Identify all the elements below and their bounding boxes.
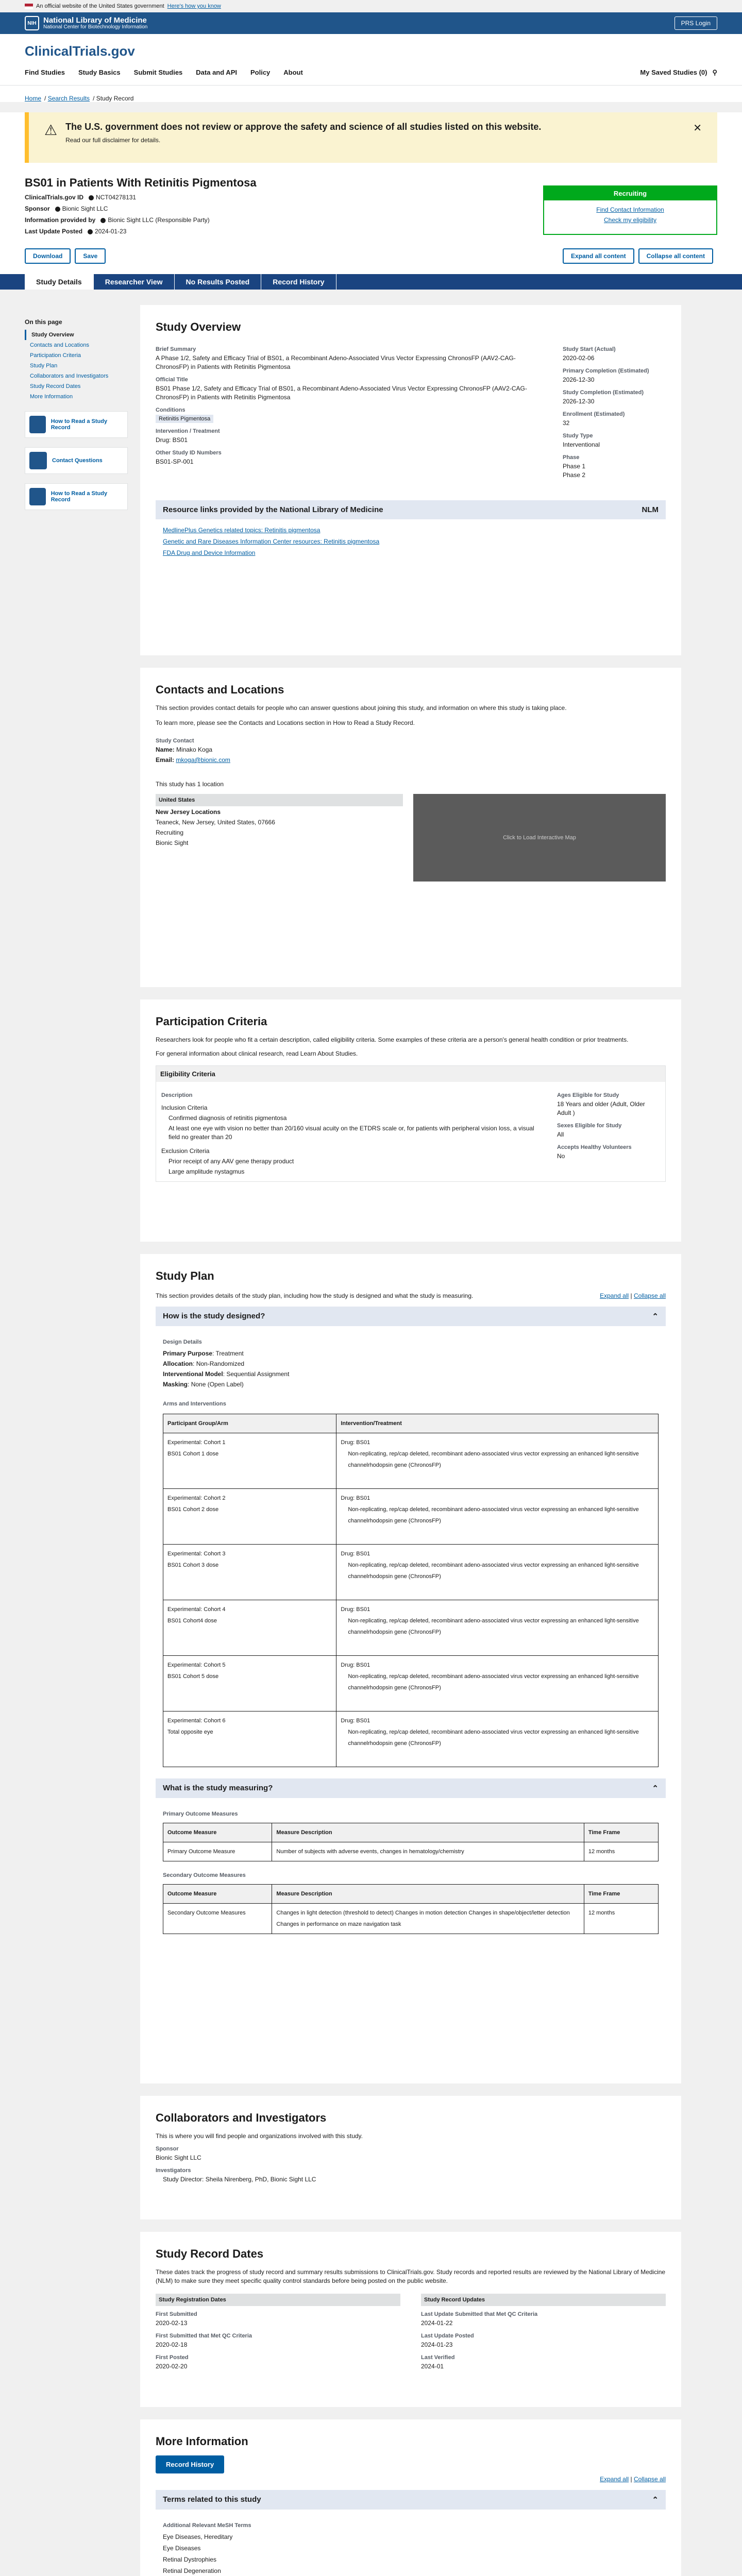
arm-name: Experimental: Cohort 2 [167,1495,226,1501]
exclusion-item: Prior receipt of any AAV gene therapy product [168,1158,294,1165]
breadcrumb: Home / Search Results / Study Record [0,86,742,102]
ages-value: 18 Years and older (Adult, Older Adult ) [557,1100,645,1116]
sexes-label: Sexes Eligible for Study [557,1123,622,1129]
on-this-page-nav [25,305,128,2576]
site-header [0,34,742,86]
expand-all-button[interactable]: Expand all content [563,248,634,264]
save-button[interactable]: Save [75,248,106,264]
alert-title: The U.S. government does not review or approve the safety and science of all studies listed on this website. [65,122,542,132]
last-update-label: Last Update Posted [25,228,83,235]
arm-name: Experimental: Cohort 1 [167,1439,226,1446]
find-contact-link[interactable]: Find Contact Information [596,206,664,213]
table-row [163,1904,659,1934]
study-plan-section: Study Plan This section provides details of the study plan, including how the study is designed and what the study is measuring. Expand all | Collapse all How is the study designed? ⌃ Design Details Primary Purpose: Treatment Allocation: Non-Randomized Interventional Model: Sequential Assignment Masking: None (Open Label) Arms and Interventions Participant Group/Arm Intervention/Treatment Experimental: Cohort 1 BS01 Cohort 1 dose Drug: BS01 Non-replicating, rep/cap deleted, recombinant adeno-associated virus vector expressing an enhanced light-sensitive channelrhodopsin gene (ChronosFP) Experimental: Cohort 2 BS01 Cohort 2 dose Drug: BS01 Non-replicating, rep/cap deleted, recombinant adeno-associated virus vector expressing an enhanced light-sensitive channelrhodopsin gene (ChronosFP) Experimental: Cohort 3 BS01 Cohort 3 dose Drug: BS01 Non-replicating, rep/cap deleted, recombinant adeno-associated virus vector expressing an enhanced light-sensitive channelrhodopsin gene (ChronosFP) Experimental: Cohort 4 BS01 Cohort4 dose Drug: BS01 Non-replicating, rep/cap deleted, recombinant adeno-associated virus vector expressing an enhanced light-sensitive channelrhodopsin gene (ChronosFP) Experimental: Cohort 5 BS01 Cohort 5 dose Drug: BS01 Non-replicating, rep/cap deleted, recombinant adeno-associated virus vector expressing an enhanced light-sensitive channelrhodopsin gene (ChronosFP) Experimental: Cohort 6 Total opposite eye Drug: BS01 Non-replicating, rep/cap deleted, recombinant adeno-associated virus vector expressing an enhanced light-sensitive channelrhodopsin gene (ChronosFP) What is the study measuring? ⌃ Primary Outcome Measures Outcome Measure Measure Description Time Frame Primary Outcome Measure Number of subjects with adverse events, changes in hematology/chemistry 12 months Secondary Outcome Measures Outcome Measure Measure Description Time Frame Secondary Outcome Measures Changes in light detection (threshold to detect) Changes in motion detection Changes in shape/object/letter detection Changes in performance on maze navigation task 12 months [140,1254,681,2083]
resource-link[interactable]: FDA Drug and Device Information [163,549,256,556]
help-card-label: Contact Questions [52,457,103,464]
collapse-all-link[interactable]: Collapse all [633,1292,666,1299]
arms-table [163,1414,659,1767]
check-eligibility-link[interactable]: Check my eligibility [603,216,657,224]
table-row [163,1433,659,1489]
completion-value: 2026-12-30 [563,398,595,405]
document-icon [29,416,46,433]
toc-item[interactable]: Study Record Dates [30,383,81,389]
sexes-value: All [557,1131,564,1138]
mesh-term: Eye Diseases, Hereditary [163,2533,233,2540]
enrollment-value: 32 [563,419,570,427]
toc-item[interactable]: More Information [30,394,73,400]
study-title: BS01 in Patients With Retinitis Pigmentosa [25,176,257,189]
gov-banner [0,0,742,12]
date-label: First Submitted [156,2311,197,2317]
mesh-label: Additional Relevant MeSH Terms [163,2522,251,2529]
inclusion-item: Confirmed diagnosis of retinitis pigmentosa [168,1114,287,1122]
collab-intro: This is where you will find people and organizations involved with this study. [156,2132,363,2140]
nav-about[interactable]: About [283,69,303,76]
tab-study-details[interactable]: Study Details [25,274,94,290]
accordion-title: Terms related to this study [163,2495,261,2504]
arm-drug-desc: Non-replicating, rep/cap deleted, recombinant adeno-associated virus vector expressing an enhanced light-sensitive channelrhodopsin gene (ChronosFP) [348,1673,639,1691]
sponsor-value: Bionic Sight LLC [62,205,108,212]
contact-email[interactable]: mkoga@bionic.com [176,756,230,764]
toc-item[interactable]: Study Plan [30,363,58,369]
phase-value: Phase 1 Phase 2 [563,463,586,479]
contacts-section [140,668,681,987]
section-title: Study Plan [156,1269,214,1282]
brief-label: Brief Summary [156,346,196,352]
col-header: Outcome Measure [163,1885,272,1904]
tab-no-results[interactable]: No Results Posted [175,274,262,290]
official-label: Official Title [156,377,188,383]
nct-id: NCT04278131 [96,194,137,201]
primary-completion-value: 2026-12-30 [563,376,595,383]
design-value: Non-Randomized [196,1360,245,1367]
help-card[interactable] [25,483,128,510]
date-value: 2020-02-20 [156,2363,188,2370]
arm-name: Experimental: Cohort 6 [167,1718,226,1724]
expand-all-link[interactable]: Expand all [600,1292,629,1299]
contact-icon [29,452,47,469]
criteria-p1: Researchers look for people who fit a certain description, called eligibility criteria. Some examples of these criteria are a person's general health condition or prior treatments. [156,1036,629,1043]
design-value: Treatment [215,1350,244,1357]
date-value: 2024-01 [421,2363,444,2370]
record-dates-section [140,2232,681,2407]
toc-item[interactable]: Participation Criteria [30,352,81,359]
status-badge: Recruiting [544,187,716,200]
design-value: None (Open Label) [191,1381,244,1388]
arm-drug-desc: Non-replicating, rep/cap deleted, recombinant adeno-associated virus vector expressing an enhanced light-sensitive channelrhodopsin gene (ChronosFP) [348,1729,639,1747]
site-institution: Bionic Sight [156,839,189,846]
breadcrumb-search[interactable]: Search Results [47,95,90,102]
resource-link[interactable]: Genetic and Rare Diseases Information Center resources: Retinitis pigmentosa [163,538,380,545]
site-status: Recruiting [156,829,184,836]
primary-outcome-label: Primary Outcome Measures [163,1811,238,1817]
tab-researcher-view[interactable]: Researcher View [94,274,175,290]
table-row [163,1842,659,1861]
arm-desc: BS01 Cohort 2 dose [167,1506,219,1513]
brief-summary: A Phase 1/2, Safety and Efficacy Trial of BS01, a Recombinant Adeno-Associated Virus Vector Expressing ChronosFP (AAV2-CAG-ChronosFP) in Patients with Retinitis Pigmentosa [156,354,516,370]
section-title: More Information [156,2435,248,2448]
description-label: Description [161,1092,193,1098]
intervention-value: Drug: BS01 [156,436,188,444]
section-title: Participation Criteria [156,1015,267,1028]
name-label: Name: [156,746,175,753]
date-label: Last Update Posted [421,2333,474,2339]
toc-title: On this page [25,318,62,326]
tab-record-history[interactable]: Record History [261,274,336,290]
official-title: BS01 Phase 1/2, Safety and Efficacy Trial of BS01, a Recombinant Adeno-Associated Virus Vector Expressing ChronosFP (AAV2-CAG-ChronosFP) in Patients with Retinitis Pigmentosa [156,385,527,401]
secondary-outcome-label: Secondary Outcome Measures [163,1872,246,1878]
arm-name: Experimental: Cohort 3 [167,1551,226,1557]
cell: 12 months [584,1842,658,1861]
accordion-header[interactable] [156,1307,666,1326]
info-icon[interactable] [88,229,93,234]
date-label: Last Update Submitted that Met QC Criteria [421,2311,538,2317]
arm-name: Experimental: Cohort 4 [167,1606,226,1613]
section-title: Study Record Dates [156,2247,264,2260]
design-key: Masking [163,1381,188,1388]
enrollment-label: Enrollment (Estimated) [563,411,625,417]
nlm-name: National Library of Medicine [43,16,147,25]
table-row [163,1711,659,1767]
participation-criteria-section [140,999,681,1242]
breadcrumb-home[interactable]: Home [25,95,42,102]
accordion-header[interactable] [156,500,666,519]
chevron-up-icon: ⌃ [652,1784,659,1793]
how-you-know-link[interactable]: Here's how you know [167,3,221,9]
alert-body: Read our full disclaimer for details. [65,137,161,144]
info-provided-label: Information provided by [25,216,96,224]
study-type-label: Study Type [563,433,593,439]
design-value: Sequential Assignment [226,1370,290,1378]
prs-login-button[interactable]: PRS Login [674,16,717,30]
document-icon [29,488,46,505]
study-contact-label: Study Contact [156,738,194,744]
design-key: Interventional Model [163,1370,223,1378]
study-tabs [0,274,742,290]
arm-drug: Drug: BS01 [341,1495,370,1501]
design-details-label: Design Details [163,1339,202,1345]
registration-header: Study Registration Dates [156,2294,400,2306]
dates-intro: These dates track the progress of study record and summary results submissions to ClinicalTrials.gov. Study records and reported results are reviewed by the National Library of Medicine (NLM) to make sure they meet specific quality control standards before being posted on the public website. [156,2268,666,2284]
nav-data-api[interactable]: Data and API [196,69,237,76]
updates-header: Study Record Updates [421,2294,666,2306]
start-value: 2020-02-06 [563,354,595,362]
toc-item[interactable]: Contacts and Locations [30,342,89,348]
inclusion-item: At least one eye with vision no better than 20/160 visual acuity on the ETDRS scale or, for patients with peripheral vision loss, a visual field no greater than 20 [168,1125,534,1141]
state-header: New Jersey Locations [156,808,221,816]
breadcrumb-current: Study Record [96,95,134,102]
arm-desc: BS01 Cohort4 dose [167,1618,217,1624]
study-type-value: Interventional [563,441,600,448]
cell: Secondary Outcome Measures [163,1904,272,1934]
col-header: Measure Description [272,1823,584,1842]
chevron-up-icon: ⌃ [652,1312,659,1321]
cell: Number of subjects with adverse events, changes in hematology/chemistry [272,1842,584,1861]
design-key: Allocation [163,1360,193,1367]
arm-desc: BS01 Cohort 1 dose [167,1451,219,1457]
info-icon[interactable] [55,207,60,212]
nav-study-basics[interactable]: Study Basics [78,69,121,76]
contact-name: Minako Koga [176,746,213,753]
date-label: First Posted [156,2354,189,2361]
site-logo[interactable]: ClinicalTrials.gov [25,43,135,59]
eligibility-title: Eligibility Criteria [156,1066,665,1082]
table-row [163,1600,659,1656]
inclusion-title: Inclusion Criteria [161,1104,208,1111]
other-id-label: Other Study ID Numbers [156,450,222,456]
nlm-header [0,12,742,34]
toc-item[interactable]: Collaborators and Investigators [30,373,109,379]
arm-drug-desc: Non-replicating, rep/cap deleted, recombinant adeno-associated virus vector expressing an enhanced light-sensitive channelrhodopsin gene (ChronosFP) [348,1451,639,1468]
exclusion-title: Exclusion Criteria [161,1147,210,1155]
mesh-term: Retinal Dystrophies [163,2556,217,2563]
accordion-header[interactable] [156,2490,666,2510]
study-overview-section [140,305,681,655]
us-flag-icon [25,4,33,9]
healthy-label: Accepts Healthy Volunteers [557,1144,632,1150]
search-icon[interactable]: ⚲ [712,69,717,76]
arm-drug-desc: Non-replicating, rep/cap deleted, recombinant adeno-associated virus vector expressing an enhanced light-sensitive channelrhodopsin gene (ChronosFP) [348,1618,639,1635]
accordion-title: What is the study measuring? [163,1784,273,1792]
date-value: 2020-02-18 [156,2341,188,2348]
contacts-intro: This section provides contact details for people who can answer questions about joining this study, and information on where this study is taking place. [156,704,567,711]
criteria-p2: For general information about clinical research, read Learn About Studies. [156,1050,358,1057]
nlm-logo[interactable] [25,16,147,30]
disclaimer-alert [25,112,717,163]
accordion-title: How is the study designed? [163,1312,265,1320]
plan-intro: This section provides details of the study plan, including how the study is designed and what the study is measuring. [156,1292,474,1299]
start-label: Study Start (Actual) [563,346,616,352]
arm-name: Experimental: Cohort 5 [167,1662,226,1668]
completion-label: Study Completion (Estimated) [563,389,644,396]
design-key: Primary Purpose [163,1350,213,1357]
chevron-up-icon: ⌃ [652,2496,659,2504]
arm-desc: BS01 Cohort 3 dose [167,1562,219,1568]
exclusion-item: Large amplitude nystagmus [168,1168,245,1175]
arm-drug: Drug: BS01 [341,1662,370,1668]
arm-drug-desc: Non-replicating, rep/cap deleted, recombinant adeno-associated virus vector expressing an enhanced light-sensitive channelrhodopsin gene (ChronosFP) [348,1506,639,1524]
date-value: 2020-02-13 [156,2319,188,2327]
date-value: 2024-01-22 [421,2319,453,2327]
primary-completion-label: Primary Completion (Estimated) [563,368,649,374]
table-row [163,1656,659,1711]
help-card-label: How to Read a Study Record [50,490,108,503]
nav-find-studies[interactable]: Find Studies [25,69,65,76]
arm-desc: BS01 Cohort 5 dose [167,1673,219,1680]
main-nav [25,69,717,77]
expand-all-link[interactable]: Expand all [600,2476,629,2483]
site-address: Teaneck, New Jersey, United States, 07666 [156,819,275,826]
eligibility-box [156,1065,666,1182]
cell: 12 months [584,1904,658,1934]
record-history-button[interactable]: Record History [156,2455,224,2473]
section-title: Collaborators and Investigators [156,2111,327,2124]
arm-drug: Drug: BS01 [341,1439,370,1446]
nav-submit-studies[interactable]: Submit Studies [133,69,183,76]
location-count: This study has 1 location [156,781,224,788]
accordion-title: Resource links provided by the National Library of Medicine [163,505,383,514]
primary-outcome-table [163,1823,659,1861]
ages-label: Ages Eligible for Study [557,1092,619,1098]
investigator: Study Director: Sheila Nirenberg, PhD, Bionic Sight LLC [163,2176,316,2183]
contacts-more: To learn more, please see the Contacts and Locations section in How to Read a Study Record. [156,719,415,726]
more-info-section: More Information Record History Expand all | Collapse all Terms related to this study ⌃ Additional Relevant MeSH Terms Eye Diseases, Hereditary Eye Diseases Retinal Dystrophies Retinal Degeneration [140,2419,681,2576]
nct-label: ClinicalTrials.gov ID [25,194,84,201]
mesh-term: Eye Diseases [163,2545,201,2552]
help-card-label: How to Read a Study Record [50,418,108,431]
cell: Changes in light detection (threshold to detect) Changes in motion detection Changes in shape/object/letter detection Changes in performance on maze navigation task [272,1904,584,1934]
collaborators-section [140,2096,681,2219]
date-label: Last Verified [421,2354,455,2361]
download-button[interactable]: Download [25,248,71,264]
info-icon[interactable] [89,195,94,200]
investigators-label: Investigators [156,2167,191,2174]
sponsor-label: Sponsor [25,205,50,212]
country-header: United States [156,794,403,806]
help-card[interactable] [25,411,128,438]
intervention-label: Intervention / Treatment [156,428,220,434]
date-value: 2024-01-23 [421,2341,453,2348]
saved-studies-link[interactable]: My Saved Studies (0) [640,69,707,76]
table-row [163,1489,659,1545]
mesh-term: Retinal Degeneration [163,2567,221,2574]
col-header: Measure Description [272,1885,584,1904]
arm-drug: Drug: BS01 [341,1551,370,1557]
info-icon[interactable] [100,218,106,223]
col-header: Time Frame [584,1823,658,1842]
conditions-label: Conditions [156,407,185,413]
secondary-outcome-table [163,1884,659,1934]
arm-drug-desc: Non-replicating, rep/cap deleted, recombinant adeno-associated virus vector expressing an enhanced light-sensitive channelrhodopsin gene (ChronosFP) [348,1562,639,1580]
arms-label: Arms and Interventions [163,1401,226,1407]
collapse-all-link[interactable]: Collapse all [633,2476,666,2483]
col-header: Outcome Measure [163,1823,272,1842]
collapse-all-button[interactable]: Collapse all content [638,248,713,264]
other-id-value: BS01-SP-001 [156,458,194,465]
toc-item[interactable]: Study Overview [25,330,128,340]
nav-policy[interactable]: Policy [250,69,271,76]
phase-label: Phase [563,454,580,461]
help-card[interactable] [25,447,128,474]
table-row [163,1545,659,1600]
warning-icon: ⚠ [44,122,58,138]
condition-pill[interactable]: Retinitis Pigmentosa [156,415,213,423]
close-icon[interactable]: ✕ [693,123,702,134]
recruitment-status-box [543,185,717,235]
cell: Primary Outcome Measure [163,1842,272,1861]
arm-desc: Total opposite eye [167,1729,213,1735]
collab-sponsor-label: Sponsor [156,2146,179,2152]
gov-text: An official website of the United States government [36,3,164,9]
section-title: Contacts and Locations [156,683,284,696]
healthy-value: No [557,1153,565,1160]
intervention-header: Intervention/Treatment [336,1414,659,1433]
resource-links-accordion [156,500,666,564]
collab-sponsor: Bionic Sight LLC [156,2154,201,2161]
section-title: Study Overview [156,320,241,333]
arm-drug: Drug: BS01 [341,1606,370,1613]
nlm-badge: NLM [642,505,659,514]
col-header: Time Frame [584,1885,658,1904]
accordion-header[interactable] [156,1778,666,1798]
interactive-map[interactable]: Click to Load Interactive Map [413,794,666,882]
nlm-logo-icon: NIH [25,16,39,30]
info-provided-value: Bionic Sight LLC (Responsible Party) [108,216,210,224]
date-label: First Submitted that Met QC Criteria [156,2333,252,2339]
last-update-value: 2024-01-23 [95,228,127,235]
arm-header: Participant Group/Arm [163,1414,336,1433]
arm-drug: Drug: BS01 [341,1718,370,1724]
resource-link[interactable]: MedlinePlus Genetics related topics: Retinitis pigmentosa [163,527,321,534]
nlm-sub: National Center for Biotechnology Information [43,24,148,30]
email-label: Email: [156,756,175,764]
